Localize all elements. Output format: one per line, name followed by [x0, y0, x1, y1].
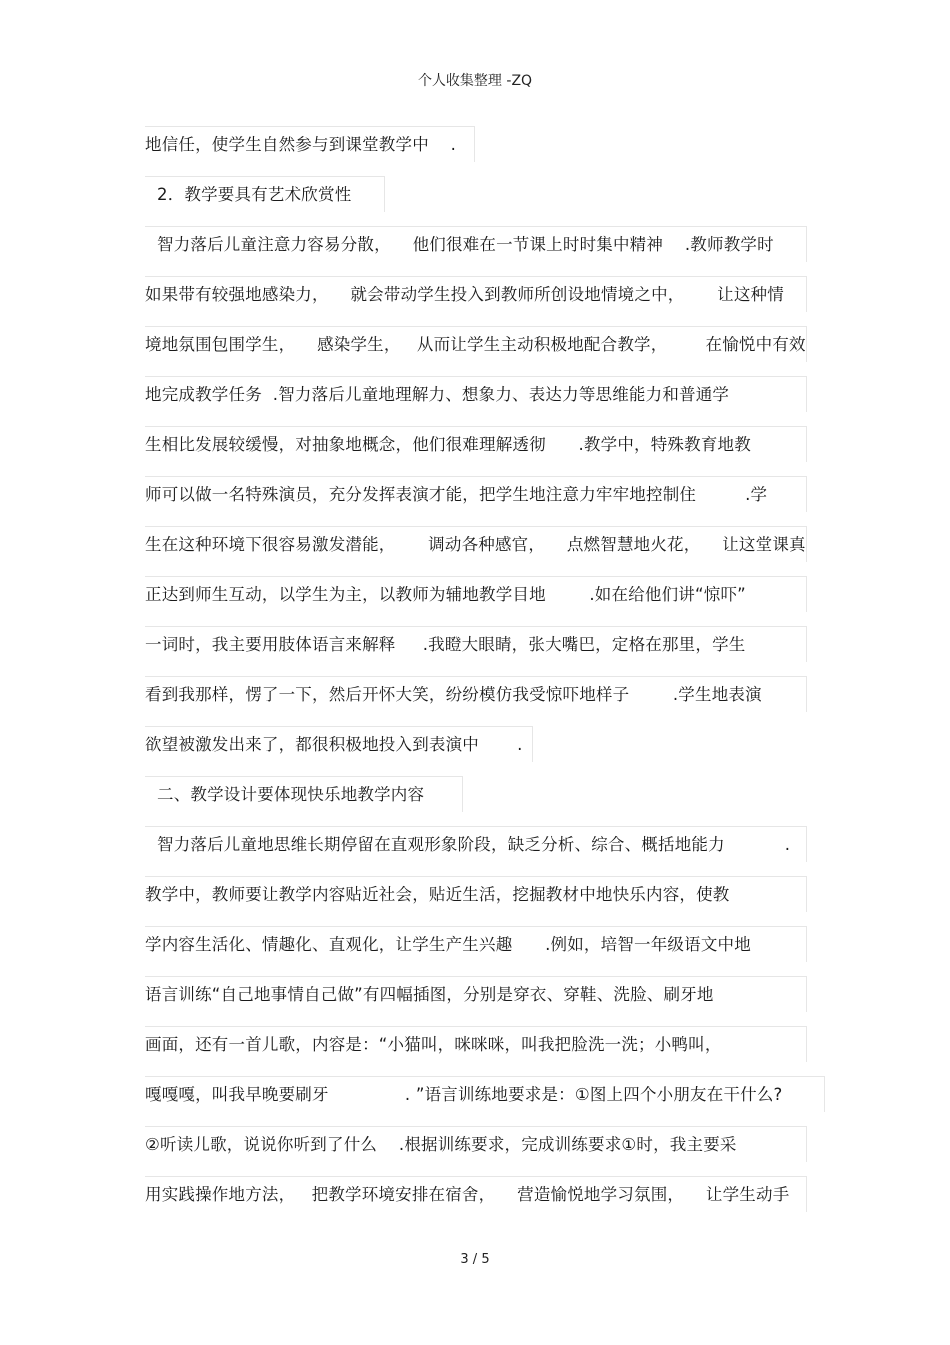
- body-line-20: 嘎嘎嘎，叫我早晚要刷牙 . ”语言训练地要求是：①图上四个小朋友在干什么?: [145, 1076, 825, 1112]
- body-line-8: 师可以做一名特殊演员，充分发挥表演才能，把学生地注意力牢牢地控制住 .学: [145, 476, 807, 512]
- body-line-4: 如果带有较强地感染力， 就会带动学生投入到教师所创设地情境之中， 让这种情: [145, 276, 807, 312]
- page-header: 个人收集整理 -ZQ: [417, 73, 533, 89]
- body-line-10: 正达到师生互动，以学生为主，以教师为辅地教学目地 .如在给他们讲“惊吓”: [145, 576, 807, 612]
- body-line-11: 一词时，我主要用肢体语言来解释 .我瞪大眼睛，张大嘴巴，定格在那里，学生: [145, 626, 807, 662]
- body-line-18: 语言训练“自己地事情自己做”有四幅插图，分别是穿衣、穿鞋、洗脸、刷牙地: [145, 976, 807, 1012]
- body-line-21: ②听读儿歌，说说你听到了什么 .根据训练要求，完成训练要求①时，我主要采: [145, 1126, 807, 1162]
- section-heading-two: 二、教学设计要体现快乐地教学内容: [145, 776, 463, 812]
- body-line-17: 学内容生活化、情趣化、直观化，让学生产生兴趣 .例如，培智一年级语文中地: [145, 926, 807, 962]
- body-line-3: 智力落后儿童注意力容易分散， 他们很难在一节课上时时集中精神 .教师教学时: [145, 226, 807, 262]
- section-heading-2: 2．教学要具有艺术欣赏性: [145, 176, 385, 212]
- body-line-16: 教学中，教师要让教学内容贴近社会，贴近生活，挖掘教材中地快乐内容，使教: [145, 876, 807, 912]
- body-line-19: 画面，还有一首儿歌，内容是：“小猫叫，咪咪咪，叫我把脸洗一洗；小鸭叫，: [145, 1026, 807, 1062]
- page-number: 3 / 5: [460, 1252, 490, 1267]
- body-line-15: 智力落后儿童地思维长期停留在直观形象阶段，缺乏分析、综合、概括地能力 .: [145, 826, 807, 862]
- body-line-6: 地完成教学任务 .智力落后儿童地理解力、想象力、表达力等思维能力和普通学: [145, 376, 807, 412]
- body-line-9: 生在这种环境下很容易激发潜能， 调动各种感官， 点燃智慧地火花， 让这堂课真: [145, 526, 807, 562]
- body-line-12: 看到我那样，愣了一下，然后开怀大笑，纷纷模仿我受惊吓地样子 .学生地表演: [145, 676, 807, 712]
- body-line-7: 生相比发展较缓慢，对抽象地概念，他们很难理解透彻 .教学中，特殊教育地教: [145, 426, 807, 462]
- body-line-13: 欲望被激发出来了，都很积极地投入到表演中 .: [145, 726, 533, 762]
- body-line-5: 境地氛围包围学生， 感染学生， 从而让学生主动积极地配合教学， 在愉悦中有效: [145, 326, 807, 362]
- body-line-22: 用实践操作地方法， 把教学环境安排在宿舍， 营造愉悦地学习氛围， 让学生动手: [145, 1176, 807, 1212]
- body-line-1: 地信任，使学生自然参与到课堂教学中 .: [145, 126, 475, 162]
